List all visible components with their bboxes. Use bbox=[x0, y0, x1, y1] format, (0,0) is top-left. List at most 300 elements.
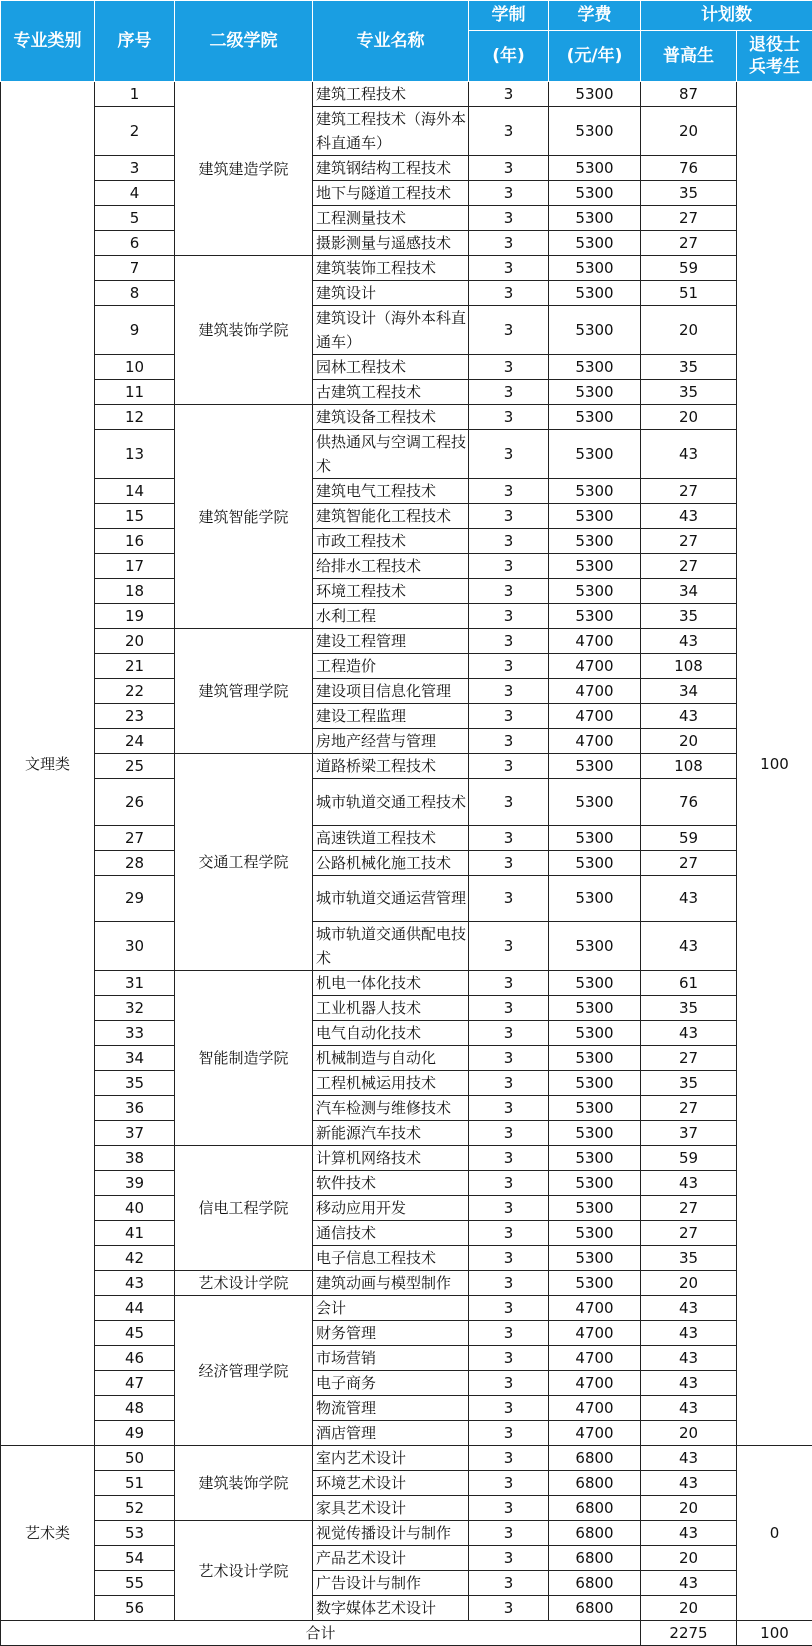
total-general: 2275 bbox=[641, 1621, 737, 1646]
table-row bbox=[1, 1471, 812, 1496]
major-cell: 房地产经营与管理 bbox=[313, 729, 469, 754]
duration-cell: 3 bbox=[469, 1471, 549, 1496]
college-cell: 艺术设计学院 bbox=[175, 1271, 313, 1296]
fee-cell: 4700 bbox=[549, 629, 641, 654]
general-count-cell: 37 bbox=[641, 1121, 737, 1146]
general-count-cell: 27 bbox=[641, 1096, 737, 1121]
general-count-cell: 27 bbox=[641, 554, 737, 579]
header-duration-unit: (年) bbox=[469, 31, 549, 82]
duration-cell: 3 bbox=[469, 1446, 549, 1471]
table-row bbox=[1, 1121, 812, 1146]
seq-cell: 45 bbox=[95, 1321, 175, 1346]
major-cell: 建筑动画与模型制作 bbox=[313, 1271, 469, 1296]
seq-cell: 14 bbox=[95, 479, 175, 504]
duration-cell: 3 bbox=[469, 1221, 549, 1246]
seq-cell: 35 bbox=[95, 1071, 175, 1096]
seq-cell: 53 bbox=[95, 1521, 175, 1546]
duration-cell: 3 bbox=[469, 1071, 549, 1096]
general-count-cell: 27 bbox=[641, 529, 737, 554]
table-row bbox=[1, 754, 812, 779]
college-cell: 交通工程学院 bbox=[175, 754, 313, 971]
seq-cell: 23 bbox=[95, 704, 175, 729]
duration-cell: 3 bbox=[469, 206, 549, 231]
table-row bbox=[1, 779, 812, 826]
college-cell: 建筑装饰学院 bbox=[175, 1446, 313, 1521]
fee-cell: 5300 bbox=[549, 1121, 641, 1146]
major-cell: 市政工程技术 bbox=[313, 529, 469, 554]
fee-cell: 4700 bbox=[549, 654, 641, 679]
general-count-cell: 27 bbox=[641, 850, 737, 875]
general-count-cell: 27 bbox=[641, 1196, 737, 1221]
fee-cell: 5300 bbox=[549, 1146, 641, 1171]
duration-cell: 3 bbox=[469, 1396, 549, 1421]
general-count-cell: 43 bbox=[641, 1346, 737, 1371]
major-cell: 道路桥梁工程技术 bbox=[313, 754, 469, 779]
table-row bbox=[1, 654, 812, 679]
veteran-count-cell: 0 bbox=[737, 1446, 812, 1621]
fee-cell: 5300 bbox=[549, 380, 641, 405]
seq-cell: 31 bbox=[95, 971, 175, 996]
major-cell: 电气自动化技术 bbox=[313, 1021, 469, 1046]
seq-cell: 40 bbox=[95, 1196, 175, 1221]
table-row bbox=[1, 704, 812, 729]
table-row bbox=[1, 1371, 812, 1396]
seq-cell: 1 bbox=[95, 82, 175, 107]
fee-cell: 5300 bbox=[549, 554, 641, 579]
general-count-cell: 20 bbox=[641, 1421, 737, 1446]
general-count-cell: 43 bbox=[641, 1396, 737, 1421]
major-cell: 给排水工程技术 bbox=[313, 554, 469, 579]
duration-cell: 3 bbox=[469, 1121, 549, 1146]
table-row bbox=[1, 679, 812, 704]
table-row bbox=[1, 1096, 812, 1121]
seq-cell: 36 bbox=[95, 1096, 175, 1121]
header-seq: 序号 bbox=[95, 1, 175, 82]
table-row bbox=[1, 206, 812, 231]
table-row bbox=[1, 1321, 812, 1346]
duration-cell: 3 bbox=[469, 1146, 549, 1171]
general-count-cell: 43 bbox=[641, 1446, 737, 1471]
table-row bbox=[1, 181, 812, 206]
major-cell: 机电一体化技术 bbox=[313, 971, 469, 996]
major-cell: 酒店管理 bbox=[313, 1421, 469, 1446]
major-cell: 视觉传播设计与制作 bbox=[313, 1521, 469, 1546]
fee-cell: 6800 bbox=[549, 1546, 641, 1571]
duration-cell: 3 bbox=[469, 430, 549, 479]
header-college: 二级学院 bbox=[175, 1, 313, 82]
fee-cell: 5300 bbox=[549, 996, 641, 1021]
seq-cell: 29 bbox=[95, 875, 175, 922]
general-count-cell: 20 bbox=[641, 405, 737, 430]
seq-cell: 5 bbox=[95, 206, 175, 231]
header-veteran-line2: 兵考生 bbox=[749, 57, 800, 77]
fee-cell: 5300 bbox=[549, 1046, 641, 1071]
table-row bbox=[1, 479, 812, 504]
seq-cell: 55 bbox=[95, 1571, 175, 1596]
major-cell: 市场营销 bbox=[313, 1346, 469, 1371]
table-row bbox=[1, 1021, 812, 1046]
seq-cell: 2 bbox=[95, 107, 175, 156]
duration-cell: 3 bbox=[469, 704, 549, 729]
category-cell: 艺术类 bbox=[1, 1446, 95, 1621]
college-cell: 信电工程学院 bbox=[175, 1146, 313, 1271]
seq-cell: 17 bbox=[95, 554, 175, 579]
fee-cell: 6800 bbox=[549, 1471, 641, 1496]
seq-cell: 19 bbox=[95, 604, 175, 629]
fee-cell: 4700 bbox=[549, 1346, 641, 1371]
table-row bbox=[1, 1071, 812, 1096]
major-cell: 汽车检测与维修技术 bbox=[313, 1096, 469, 1121]
general-count-cell: 43 bbox=[641, 922, 737, 971]
table-row bbox=[1, 156, 812, 181]
fee-cell: 5300 bbox=[549, 529, 641, 554]
general-count-cell: 27 bbox=[641, 1221, 737, 1246]
major-cell: 产品艺术设计 bbox=[313, 1546, 469, 1571]
general-count-cell: 27 bbox=[641, 1046, 737, 1071]
duration-cell: 3 bbox=[469, 779, 549, 826]
seq-cell: 38 bbox=[95, 1146, 175, 1171]
table-row bbox=[1, 504, 812, 529]
major-cell: 建设工程管理 bbox=[313, 629, 469, 654]
major-cell: 建筑智能化工程技术 bbox=[313, 504, 469, 529]
seq-cell: 43 bbox=[95, 1271, 175, 1296]
fee-cell: 6800 bbox=[549, 1446, 641, 1471]
general-count-cell: 20 bbox=[641, 1271, 737, 1296]
table-row bbox=[1, 1596, 812, 1621]
seq-cell: 11 bbox=[95, 380, 175, 405]
seq-cell: 15 bbox=[95, 504, 175, 529]
seq-cell: 12 bbox=[95, 405, 175, 430]
major-cell: 建筑设计 bbox=[313, 281, 469, 306]
fee-cell: 5300 bbox=[549, 1021, 641, 1046]
duration-cell: 3 bbox=[469, 729, 549, 754]
fee-cell: 4700 bbox=[549, 1371, 641, 1396]
seq-cell: 4 bbox=[95, 181, 175, 206]
general-count-cell: 35 bbox=[641, 996, 737, 1021]
table-row bbox=[1, 82, 812, 107]
general-count-cell: 20 bbox=[641, 1546, 737, 1571]
fee-cell: 5300 bbox=[549, 156, 641, 181]
college-cell: 艺术设计学院 bbox=[175, 1521, 313, 1621]
fee-cell: 5300 bbox=[549, 405, 641, 430]
seq-cell: 21 bbox=[95, 654, 175, 679]
general-count-cell: 108 bbox=[641, 654, 737, 679]
fee-cell: 5300 bbox=[549, 825, 641, 850]
header-duration: 学制 bbox=[469, 1, 549, 31]
table-row bbox=[1, 529, 812, 554]
seq-cell: 54 bbox=[95, 1546, 175, 1571]
seq-cell: 51 bbox=[95, 1471, 175, 1496]
duration-cell: 3 bbox=[469, 579, 549, 604]
major-cell: 计算机网络技术 bbox=[313, 1146, 469, 1171]
duration-cell: 3 bbox=[469, 875, 549, 922]
major-cell: 建筑装饰工程技术 bbox=[313, 256, 469, 281]
general-count-cell: 43 bbox=[641, 1571, 737, 1596]
fee-cell: 5300 bbox=[549, 850, 641, 875]
major-cell: 建筑设备工程技术 bbox=[313, 405, 469, 430]
major-cell: 室内艺术设计 bbox=[313, 1446, 469, 1471]
table-row bbox=[1, 1146, 812, 1171]
duration-cell: 3 bbox=[469, 825, 549, 850]
major-cell: 广告设计与制作 bbox=[313, 1571, 469, 1596]
fee-cell: 5300 bbox=[549, 1071, 641, 1096]
table-row bbox=[1, 231, 812, 256]
general-count-cell: 43 bbox=[641, 430, 737, 479]
duration-cell: 3 bbox=[469, 1046, 549, 1071]
major-cell: 建设工程监理 bbox=[313, 704, 469, 729]
major-cell: 高速铁道工程技术 bbox=[313, 825, 469, 850]
fee-cell: 5300 bbox=[549, 355, 641, 380]
table-row bbox=[1, 380, 812, 405]
table-row bbox=[1, 971, 812, 996]
major-cell: 城市轨道交通工程技术 bbox=[313, 779, 469, 826]
header-general: 普高生 bbox=[641, 31, 737, 82]
fee-cell: 5300 bbox=[549, 1246, 641, 1271]
fee-cell: 4700 bbox=[549, 1296, 641, 1321]
veteran-count-cell: 100 bbox=[737, 82, 812, 1446]
duration-cell: 3 bbox=[469, 380, 549, 405]
seq-cell: 47 bbox=[95, 1371, 175, 1396]
major-cell: 新能源汽车技术 bbox=[313, 1121, 469, 1146]
fee-cell: 5300 bbox=[549, 430, 641, 479]
header-veteran-line1: 退役士 bbox=[749, 35, 800, 55]
table-row bbox=[1, 629, 812, 654]
major-cell: 建筑电气工程技术 bbox=[313, 479, 469, 504]
header-plan: 计划数 bbox=[641, 1, 812, 31]
general-count-cell: 43 bbox=[641, 1321, 737, 1346]
general-count-cell: 35 bbox=[641, 355, 737, 380]
fee-cell: 5300 bbox=[549, 504, 641, 529]
seq-cell: 50 bbox=[95, 1446, 175, 1471]
fee-cell: 5300 bbox=[549, 107, 641, 156]
major-cell: 地下与隧道工程技术 bbox=[313, 181, 469, 206]
general-count-cell: 27 bbox=[641, 206, 737, 231]
general-count-cell: 35 bbox=[641, 604, 737, 629]
duration-cell: 3 bbox=[469, 554, 549, 579]
total-veteran: 100 bbox=[737, 1621, 812, 1646]
seq-cell: 32 bbox=[95, 996, 175, 1021]
seq-cell: 16 bbox=[95, 529, 175, 554]
duration-cell: 3 bbox=[469, 1521, 549, 1546]
fee-cell: 5300 bbox=[549, 875, 641, 922]
major-cell: 建筑工程技术（海外本科直通车） bbox=[313, 107, 469, 156]
header-fee: 学费 bbox=[549, 1, 641, 31]
table-row bbox=[1, 554, 812, 579]
duration-cell: 3 bbox=[469, 996, 549, 1021]
fee-cell: 5300 bbox=[549, 281, 641, 306]
general-count-cell: 76 bbox=[641, 779, 737, 826]
duration-cell: 3 bbox=[469, 231, 549, 256]
seq-cell: 39 bbox=[95, 1171, 175, 1196]
fee-cell: 5300 bbox=[549, 1096, 641, 1121]
duration-cell: 3 bbox=[469, 654, 549, 679]
fee-cell: 5300 bbox=[549, 82, 641, 107]
duration-cell: 3 bbox=[469, 1321, 549, 1346]
seq-cell: 7 bbox=[95, 256, 175, 281]
general-count-cell: 43 bbox=[641, 629, 737, 654]
table-row bbox=[1, 256, 812, 281]
general-count-cell: 43 bbox=[641, 1171, 737, 1196]
college-cell: 经济管理学院 bbox=[175, 1296, 313, 1446]
table-row bbox=[1, 1521, 812, 1546]
general-count-cell: 20 bbox=[641, 306, 737, 355]
table-row bbox=[1, 922, 812, 971]
duration-cell: 3 bbox=[469, 1421, 549, 1446]
fee-cell: 5300 bbox=[549, 306, 641, 355]
general-count-cell: 43 bbox=[641, 1021, 737, 1046]
seq-cell: 52 bbox=[95, 1496, 175, 1521]
major-cell: 会计 bbox=[313, 1296, 469, 1321]
duration-cell: 3 bbox=[469, 1021, 549, 1046]
general-count-cell: 43 bbox=[641, 1521, 737, 1546]
header-major: 专业名称 bbox=[313, 1, 469, 82]
duration-cell: 3 bbox=[469, 679, 549, 704]
general-count-cell: 34 bbox=[641, 579, 737, 604]
seq-cell: 6 bbox=[95, 231, 175, 256]
fee-cell: 5300 bbox=[549, 181, 641, 206]
general-count-cell: 59 bbox=[641, 256, 737, 281]
table-row bbox=[1, 729, 812, 754]
major-cell: 城市轨道交通运营管理 bbox=[313, 875, 469, 922]
general-count-cell: 43 bbox=[641, 1296, 737, 1321]
duration-cell: 3 bbox=[469, 1346, 549, 1371]
fee-cell: 5300 bbox=[549, 206, 641, 231]
duration-cell: 3 bbox=[469, 529, 549, 554]
major-cell: 园林工程技术 bbox=[313, 355, 469, 380]
major-cell: 供热通风与空调工程技术 bbox=[313, 430, 469, 479]
general-count-cell: 87 bbox=[641, 82, 737, 107]
duration-cell: 3 bbox=[469, 479, 549, 504]
general-count-cell: 35 bbox=[641, 380, 737, 405]
fee-cell: 5300 bbox=[549, 922, 641, 971]
fee-cell: 4700 bbox=[549, 704, 641, 729]
header-category: 专业类别 bbox=[1, 1, 95, 82]
major-cell: 建筑工程技术 bbox=[313, 82, 469, 107]
seq-cell: 28 bbox=[95, 850, 175, 875]
fee-cell: 5300 bbox=[549, 1196, 641, 1221]
general-count-cell: 76 bbox=[641, 156, 737, 181]
duration-cell: 3 bbox=[469, 971, 549, 996]
duration-cell: 3 bbox=[469, 156, 549, 181]
seq-cell: 27 bbox=[95, 825, 175, 850]
major-cell: 工业机器人技术 bbox=[313, 996, 469, 1021]
seq-cell: 30 bbox=[95, 922, 175, 971]
major-cell: 通信技术 bbox=[313, 1221, 469, 1246]
general-count-cell: 27 bbox=[641, 231, 737, 256]
major-cell: 电子信息工程技术 bbox=[313, 1246, 469, 1271]
major-cell: 工程机械运用技术 bbox=[313, 1071, 469, 1096]
seq-cell: 41 bbox=[95, 1221, 175, 1246]
college-cell: 智能制造学院 bbox=[175, 971, 313, 1146]
duration-cell: 3 bbox=[469, 1271, 549, 1296]
duration-cell: 3 bbox=[469, 1496, 549, 1521]
table-row bbox=[1, 1171, 812, 1196]
major-cell: 环境工程技术 bbox=[313, 579, 469, 604]
fee-cell: 5300 bbox=[549, 231, 641, 256]
table-row bbox=[1, 1546, 812, 1571]
major-cell: 建筑设计（海外本科直通车） bbox=[313, 306, 469, 355]
duration-cell: 3 bbox=[469, 1546, 549, 1571]
table-row bbox=[1, 1571, 812, 1596]
seq-cell: 13 bbox=[95, 430, 175, 479]
general-count-cell: 20 bbox=[641, 1496, 737, 1521]
fee-cell: 6800 bbox=[549, 1496, 641, 1521]
fee-cell: 5300 bbox=[549, 604, 641, 629]
major-cell: 工程造价 bbox=[313, 654, 469, 679]
seq-cell: 42 bbox=[95, 1246, 175, 1271]
general-count-cell: 51 bbox=[641, 281, 737, 306]
fee-cell: 4700 bbox=[549, 729, 641, 754]
general-count-cell: 43 bbox=[641, 504, 737, 529]
general-count-cell: 20 bbox=[641, 729, 737, 754]
duration-cell: 3 bbox=[469, 1371, 549, 1396]
table-row bbox=[1, 1446, 812, 1471]
duration-cell: 3 bbox=[469, 405, 549, 430]
major-cell: 电子商务 bbox=[313, 1371, 469, 1396]
table-row bbox=[1, 1496, 812, 1521]
seq-cell: 3 bbox=[95, 156, 175, 181]
fee-cell: 5300 bbox=[549, 754, 641, 779]
major-cell: 建设项目信息化管理 bbox=[313, 679, 469, 704]
major-cell: 公路机械化施工技术 bbox=[313, 850, 469, 875]
general-count-cell: 43 bbox=[641, 1371, 737, 1396]
general-count-cell: 43 bbox=[641, 704, 737, 729]
table-body bbox=[1, 82, 812, 1621]
major-cell: 移动应用开发 bbox=[313, 1196, 469, 1221]
duration-cell: 3 bbox=[469, 1096, 549, 1121]
table-row bbox=[1, 1246, 812, 1271]
table-row bbox=[1, 306, 812, 355]
seq-cell: 33 bbox=[95, 1021, 175, 1046]
table-row bbox=[1, 875, 812, 922]
major-cell: 建筑钢结构工程技术 bbox=[313, 156, 469, 181]
fee-cell: 4700 bbox=[549, 1396, 641, 1421]
table-row bbox=[1, 405, 812, 430]
duration-cell: 3 bbox=[469, 107, 549, 156]
duration-cell: 3 bbox=[469, 281, 549, 306]
table-row bbox=[1, 1396, 812, 1421]
duration-cell: 3 bbox=[469, 604, 549, 629]
duration-cell: 3 bbox=[469, 754, 549, 779]
table-row bbox=[1, 355, 812, 380]
seq-cell: 20 bbox=[95, 629, 175, 654]
fee-cell: 4700 bbox=[549, 1421, 641, 1446]
duration-cell: 3 bbox=[469, 922, 549, 971]
general-count-cell: 35 bbox=[641, 181, 737, 206]
duration-cell: 3 bbox=[469, 1196, 549, 1221]
duration-cell: 3 bbox=[469, 850, 549, 875]
table-row bbox=[1, 1296, 812, 1321]
college-cell: 建筑装饰学院 bbox=[175, 256, 313, 405]
major-cell: 机械制造与自动化 bbox=[313, 1046, 469, 1071]
duration-cell: 3 bbox=[469, 629, 549, 654]
header-fee-unit: (元/年) bbox=[549, 31, 641, 82]
major-cell: 摄影测量与遥感技术 bbox=[313, 231, 469, 256]
fee-cell: 5300 bbox=[549, 1171, 641, 1196]
fee-cell: 6800 bbox=[549, 1571, 641, 1596]
seq-cell: 56 bbox=[95, 1596, 175, 1621]
fee-cell: 5300 bbox=[549, 779, 641, 826]
general-count-cell: 43 bbox=[641, 875, 737, 922]
duration-cell: 3 bbox=[469, 1596, 549, 1621]
college-cell: 建筑智能学院 bbox=[175, 405, 313, 629]
college-cell: 建筑建造学院 bbox=[175, 82, 313, 256]
table-row bbox=[1, 579, 812, 604]
fee-cell: 5300 bbox=[549, 1271, 641, 1296]
header-veteran bbox=[737, 31, 812, 82]
table-row bbox=[1, 996, 812, 1021]
duration-cell: 3 bbox=[469, 306, 549, 355]
